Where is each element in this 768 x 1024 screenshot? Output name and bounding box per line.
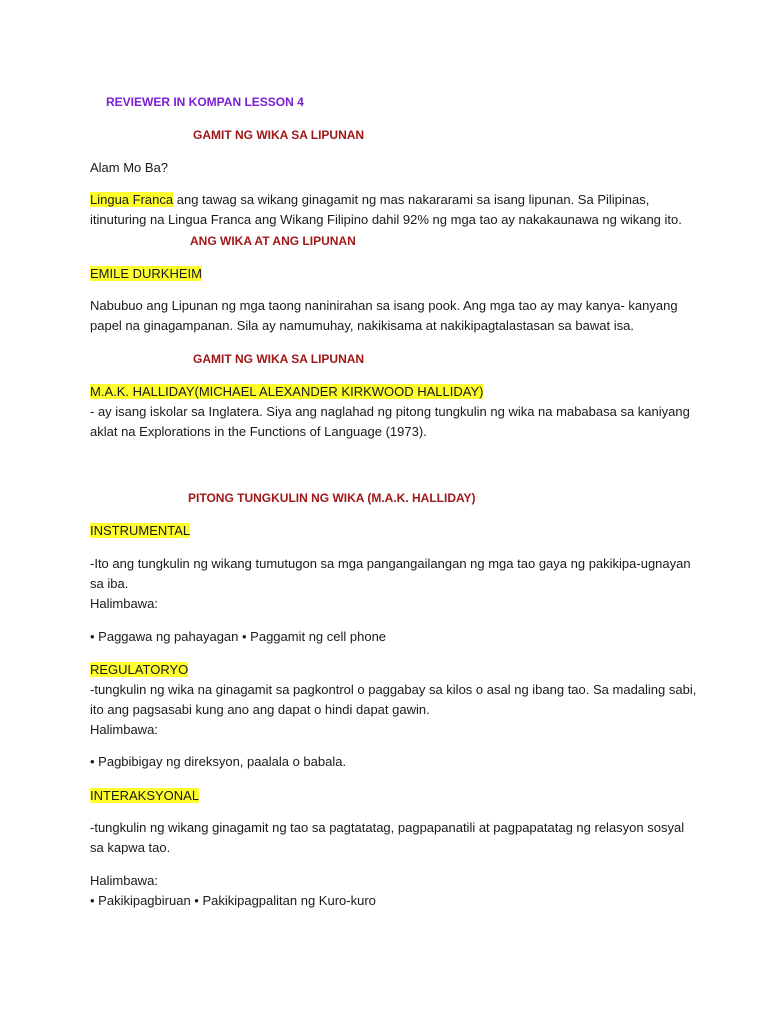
alam-mo-ba-label: Alam Mo Ba? [90,160,169,175]
regulatoryo-label: REGULATORYO [90,662,189,677]
section-heading-wika-lipunan: ANG WIKA AT ANG LIPUNAN [190,234,356,248]
durkheim-line-2: papel na ginagampanan. Sila ay namumuhay, nakikisama at nakikipagtalastasan sa bawat isa. [90,318,634,333]
regulatoryo-halimbawa: Halimbawa: [90,722,158,737]
instrumental-examples: • Paggawa ng pahayagan • Paggamit ng cell phone [90,629,387,644]
section-heading-gamit-2: GAMIT NG WIKA SA LIPUNAN [193,352,365,366]
section-heading-gamit: GAMIT NG WIKA SA LIPUNAN [193,128,365,142]
interaksyonal-examples: • Pakikipagbiruan • Pakikipagpalitan ng Kuro-kuro [90,893,376,908]
instrumental-line-1: -Ito ang tungkulin ng wikang tumutugon sa mga pangangailangan ng mga tao gaya ng pakikipa-ugnayan [90,556,691,571]
lingua-franca-text: ang tawag sa wikang ginagamit ng mas nakararami sa isang lipunan. Sa Pilipinas, [173,192,650,207]
instrumental-label: INSTRUMENTAL [90,523,191,538]
interaksyonal-halimbawa: Halimbawa: [90,873,158,888]
halliday-line-1: - ay isang iskolar sa Inglatera. Siya ang naglahad ng pitong tungkulin ng wika na mababasa sa kaniyang [90,404,690,419]
halliday-line-2: aklat na Explorations in the Functions of Language (1973). [90,424,427,439]
regulatoryo-line-2: ito ang pagsasabi kung ano ang dapat o hindi dapat gawin. [90,702,430,717]
section-heading-pitong-tungkulin: PITONG TUNGKULIN NG WIKA (M.A.K. HALLIDAY) [188,491,476,505]
instrumental-halimbawa: Halimbawa: [90,596,158,611]
interaksyonal-label: INTERAKSYONAL [90,788,200,803]
lingua-franca-line-1 [90,190,649,210]
regulatoryo-line-1: -tungkulin ng wika na ginagamit sa pagkontrol o paggabay sa kilos o asal ng ibang tao. Sa madaling sabi, [90,682,697,697]
durkheim-label: EMILE DURKHEIM [90,266,202,281]
regulatoryo-examples: • Pagbibigay ng direksyon, paalala o babala. [90,754,347,769]
interaksyonal-line-2: sa kapwa tao. [90,840,171,855]
interaksyonal-line-1: -tungkulin ng wikang ginagamit ng tao sa pagtatatag, pagpapanatili at pagpapatatag ng relasyon sosyal [90,820,685,835]
lingua-franca-line-2: itinuturing na Lingua Franca ang Wikang Filipino dahil 92% ng mga tao ay nakakaunawa ng wikang ito. [90,212,682,227]
lingua-franca-term: Lingua Franca [90,192,174,207]
durkheim-line-1: Nabubuo ang Lipunan ng mga taong naninirahan sa isang pook. Ang mga tao ay may kanya- kanyang [90,298,678,313]
document-title: REVIEWER IN KOMPAN LESSON 4 [106,95,304,109]
halliday-label: M.A.K. HALLIDAY(MICHAEL ALEXANDER KIRKWOOD HALLIDAY) [90,384,484,399]
instrumental-line-2: sa iba. [90,576,129,591]
